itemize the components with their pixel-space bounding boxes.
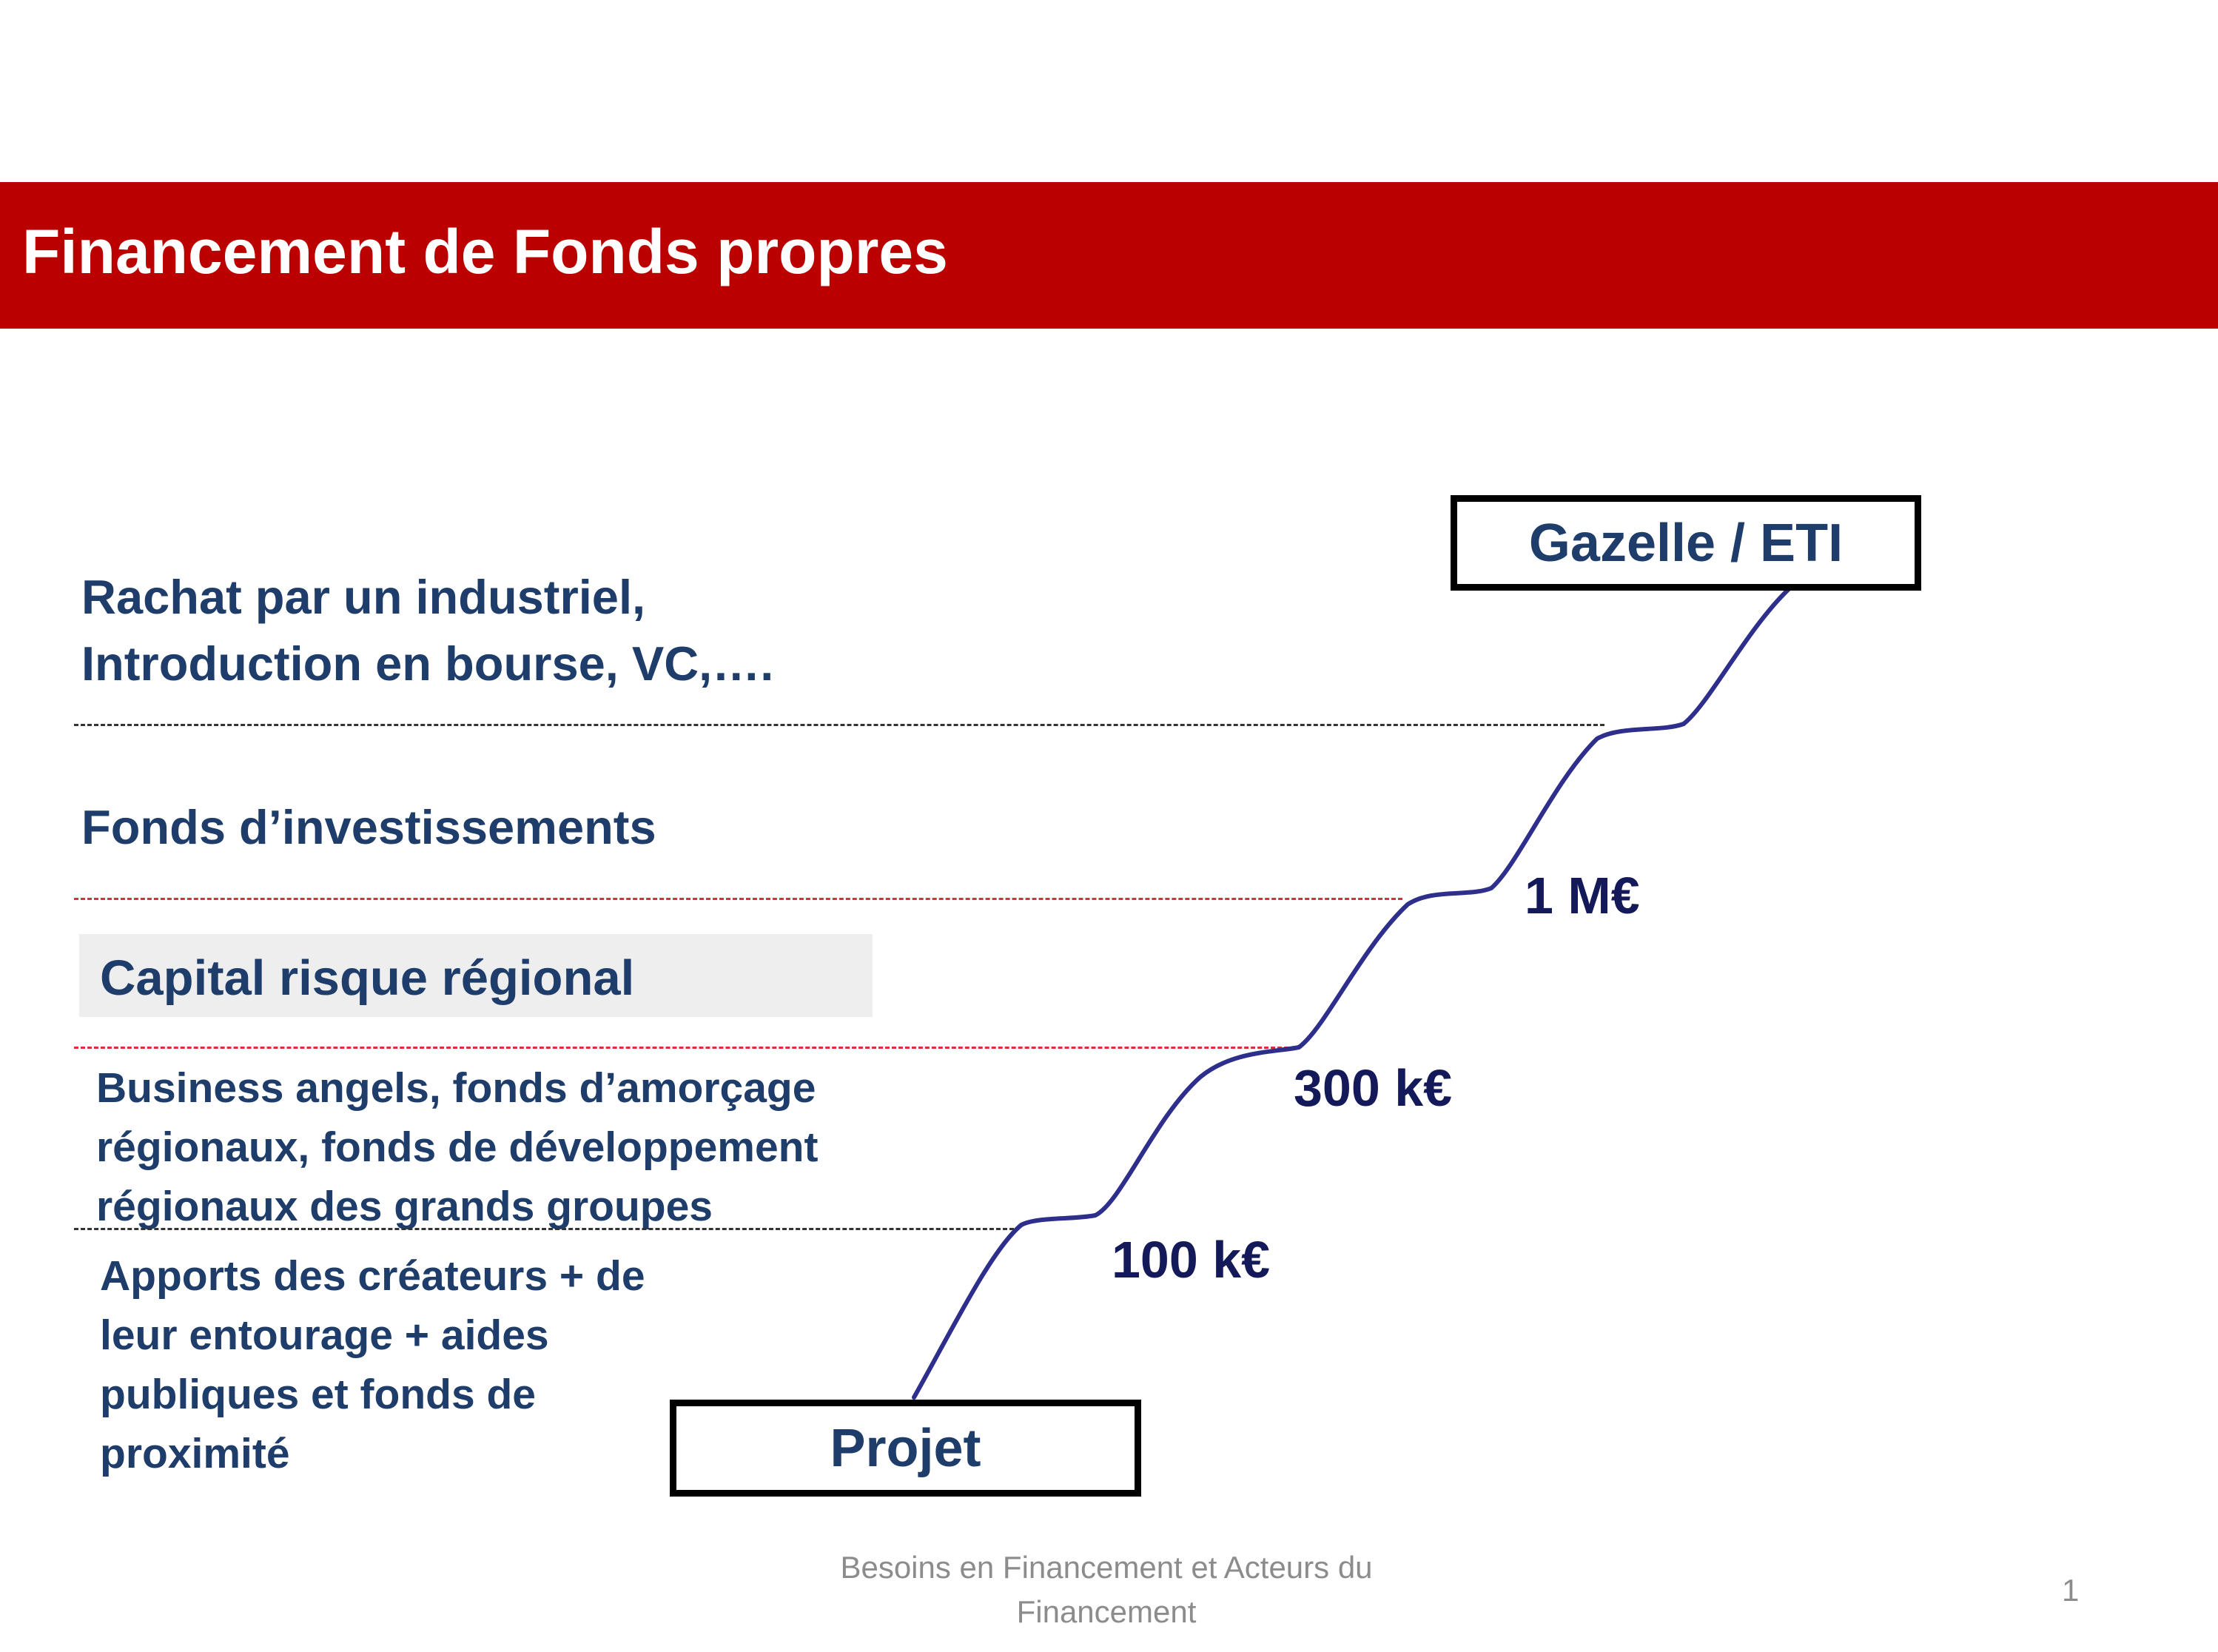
tier-business-angels-line-2: régionaux, fonds de développement	[96, 1124, 819, 1171]
tier-founders-line-1: Apports des créateurs + de	[100, 1252, 645, 1300]
threshold-100k: 100 k€	[1112, 1231, 1271, 1289]
slide-title: Financement de Fonds propres	[22, 217, 948, 286]
footer-line-1: Besoins en Financement et Acteurs du	[840, 1550, 1373, 1585]
tier-founders-line-4: proximité	[100, 1430, 290, 1477]
tier-investment-funds-label: Fonds d’investissements	[81, 800, 656, 854]
tier-founders-line-2: leur entourage + aides	[100, 1312, 549, 1359]
growth-curve-path	[914, 588, 1789, 1397]
gazelle-eti-box	[1451, 495, 1921, 591]
threshold-300k: 300 k€	[1294, 1059, 1453, 1117]
threshold-1m: 1 M€	[1525, 867, 1640, 924]
tier-exit-line-2: Introduction en bourse, VC,….	[81, 637, 774, 691]
page-number: 1	[2062, 1573, 2080, 1608]
tier-exit-line-1: Rachat par un industriel,	[81, 570, 646, 624]
tier-business-angels-line-3: régionaux des grands groupes	[96, 1183, 713, 1230]
tier-business-angels-line-1: Business angels, fonds d’amorçage	[96, 1064, 816, 1112]
footer-caption	[777, 1545, 1436, 1634]
projet-label: Projet	[830, 1418, 981, 1478]
tier-founders-line-3: publiques et fonds de	[100, 1371, 537, 1418]
footer-line-2: Financement	[1016, 1594, 1197, 1629]
gazelle-eti-label: Gazelle / ETI	[1528, 513, 1844, 573]
projet-box	[670, 1400, 1141, 1497]
tier-regional-vc-label: Capital risque régional	[100, 950, 635, 1006]
